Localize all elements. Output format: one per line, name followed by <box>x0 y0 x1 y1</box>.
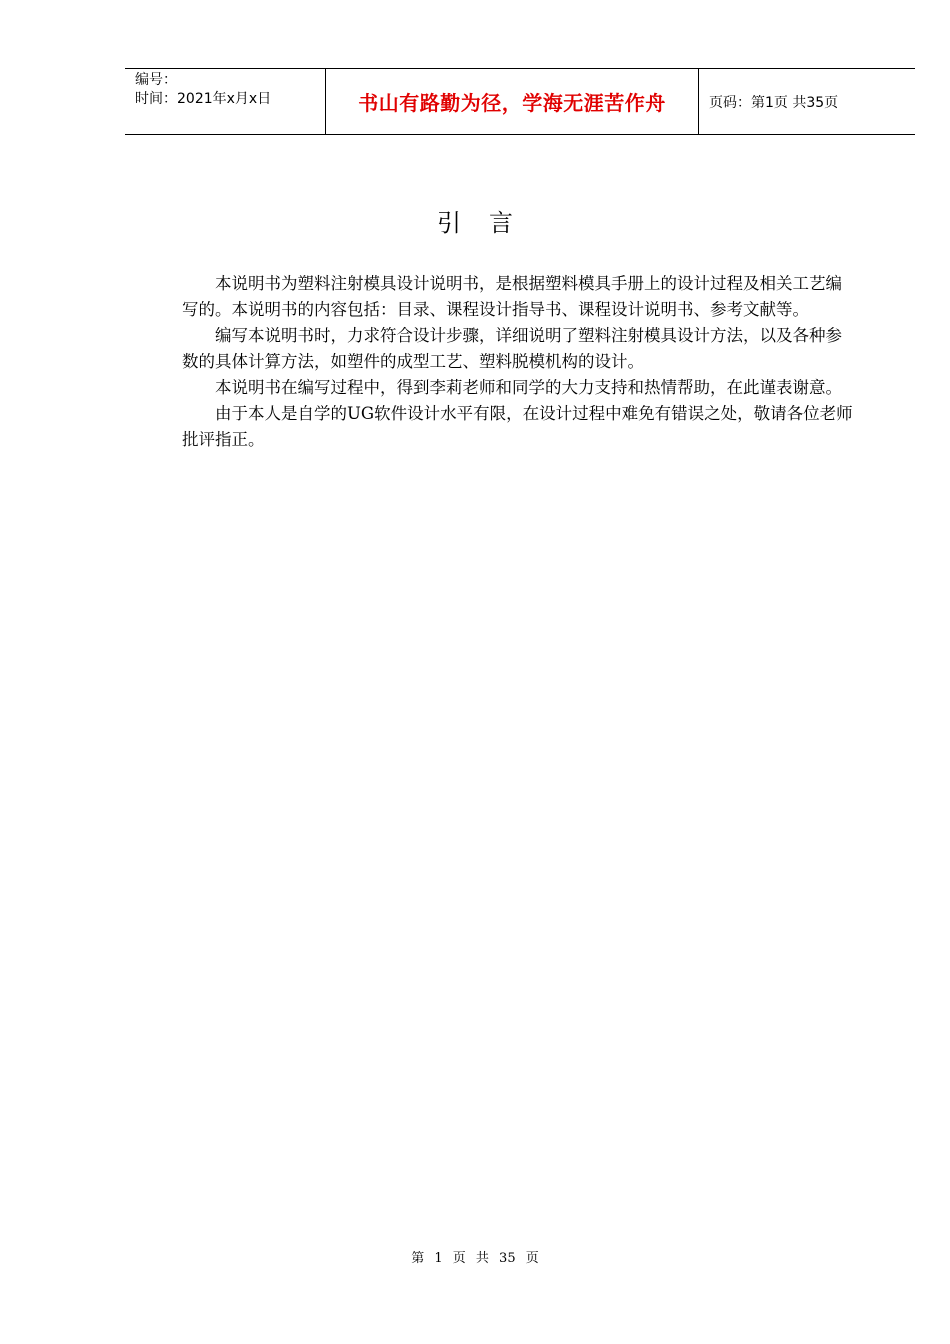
motto-text: 书山有路勤为径，学海无涯苦作舟 <box>358 91 666 115</box>
page-info-text: 页码：第1页 共35页 <box>709 94 839 111</box>
paragraph: 本说明书在编写过程中，得到李莉老师和同学的大力支持和热情帮助，在此谨表谢意。 <box>215 378 842 397</box>
document-time-label: 时间：2021年x月x日 <box>135 91 272 107</box>
header-meta <box>125 69 326 134</box>
header-motto <box>326 69 699 134</box>
paragraph: 编写本说明书时，力求符合设计步骤，详细说明了塑料注射模具设计方法，以及各种参数的具体计算方法，如塑件的成型工艺、塑料脱模机构的设计。 <box>182 326 842 371</box>
paragraph: 本说明书为塑料注射模具设计说明书，是根据塑料模具手册上的设计过程及相关工艺编写的。本说明书的内容包括：目录、课程设计指导书、课程设计说明书、参考文献等。 <box>182 274 842 319</box>
document-body <box>182 271 857 453</box>
document-number-label: 编号： <box>135 72 177 88</box>
page-footer: 第 1 页 共 35 页 <box>411 1251 539 1266</box>
paragraph: 由于本人是自学的UG软件设计水平有限，在设计过程中难免有错误之处，敬请各位老师批评指正。 <box>182 404 853 449</box>
header-page-info <box>699 69 915 134</box>
page-header <box>125 68 915 135</box>
document-title: 引言 <box>437 209 541 237</box>
